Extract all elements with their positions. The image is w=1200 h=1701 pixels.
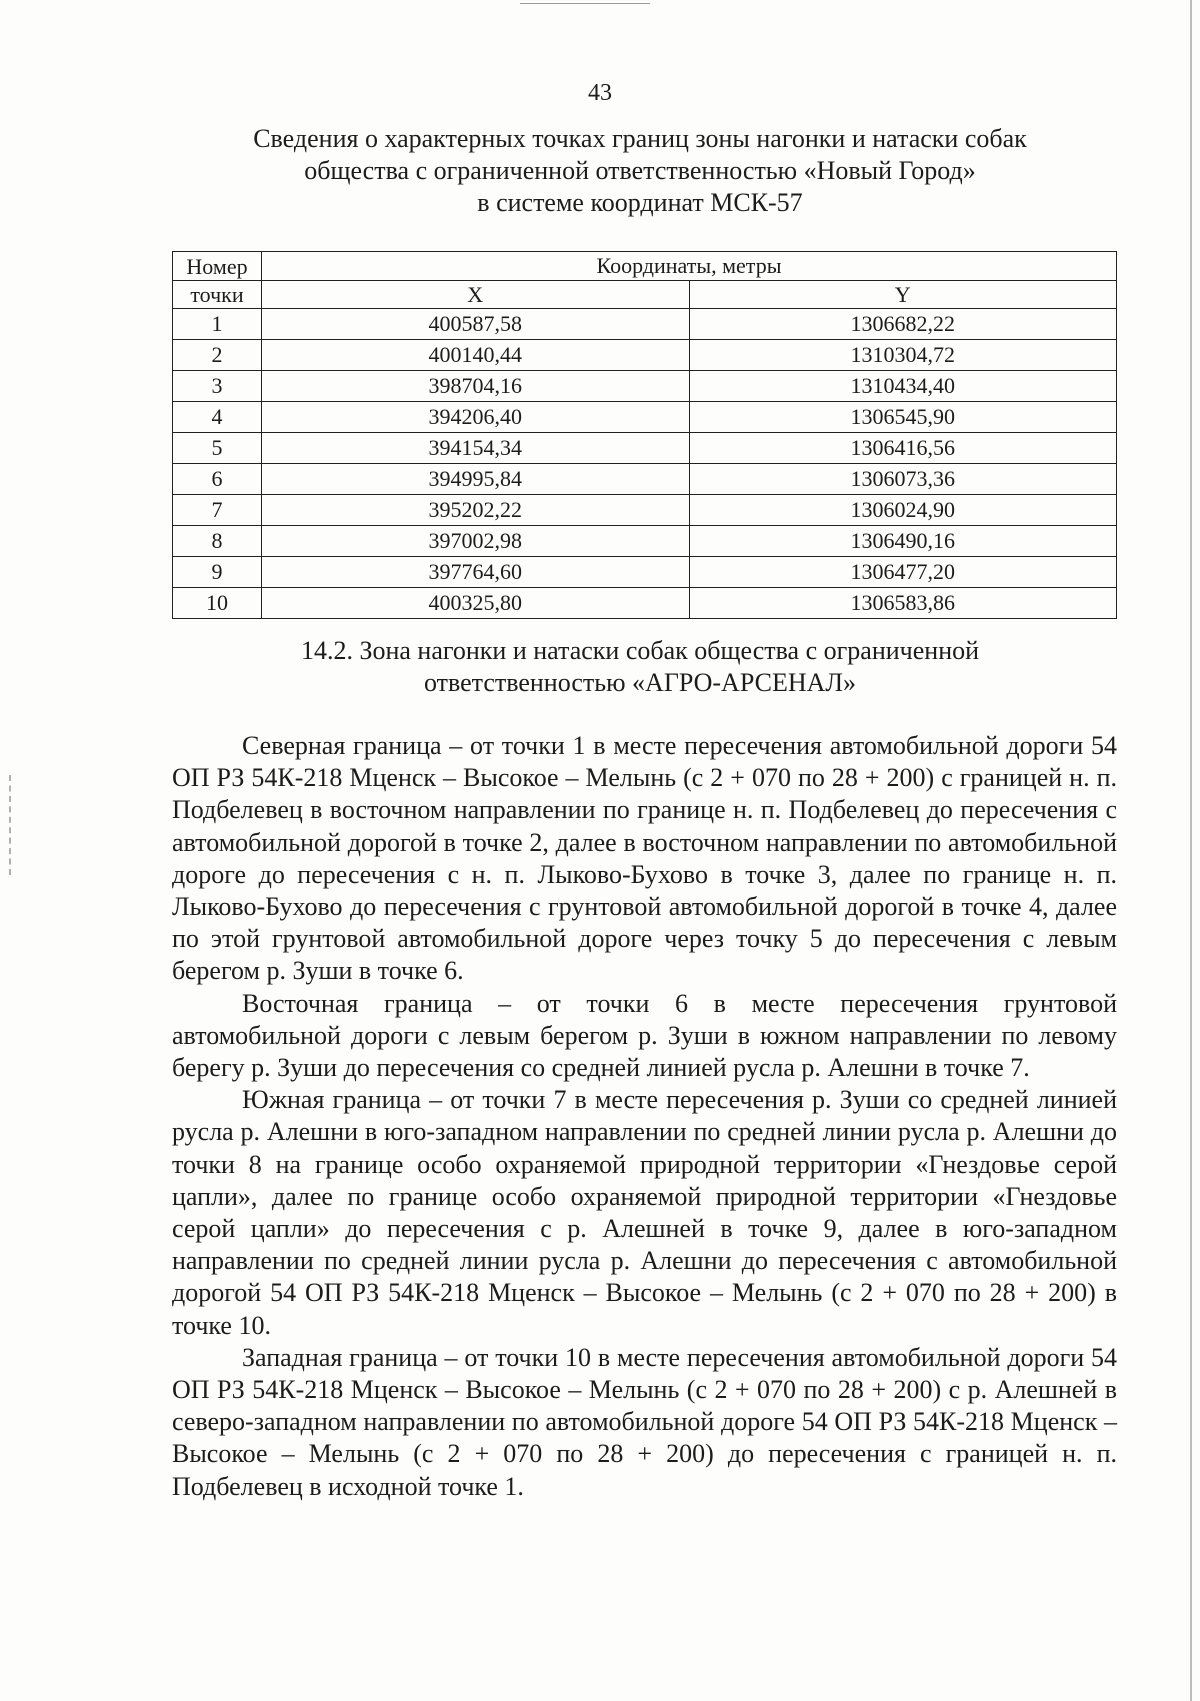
cell-y: 1310434,40 bbox=[689, 371, 1117, 402]
cell-point-number: 7 bbox=[173, 495, 262, 526]
cell-y: 1306682,22 bbox=[689, 309, 1117, 340]
cell-x: 400140,44 bbox=[262, 340, 690, 371]
table-row bbox=[173, 371, 1117, 402]
cell-y: 1306416,56 bbox=[689, 433, 1117, 464]
table-row bbox=[173, 402, 1117, 433]
paragraph-south-boundary: Южная граница – от точки 7 в месте пересечения р. Зуши со средней линией русла р. Алешни в юго-западном направлении по средней линии русла р. Алешни до точки 8 на границе особо охраняемой природной территории «Гнездовье серой цапли», далее по границе особо охраняемой природной территории «Гнездовье серой цапли» до пересечения с р. Алешней в точке 9, далее в юго-западном направлении по средней линии русла р. Алешни до пересечения с автомобильной дорогой 54 ОП РЗ 54К-218 Мценск – Высокое – Мелынь (с 2 + 070 по 28 + 200) в точке 10. bbox=[172, 1085, 1117, 1340]
table-row bbox=[173, 495, 1117, 526]
scan-artifact-line bbox=[520, 3, 650, 4]
header-coordinates: Координаты, метры bbox=[262, 252, 1117, 281]
table-row bbox=[173, 433, 1117, 464]
table-row bbox=[173, 340, 1117, 371]
section-heading bbox=[160, 635, 1120, 699]
table-subheader-row bbox=[173, 281, 1117, 309]
page-edge bbox=[1190, 0, 1192, 1701]
binding-marks bbox=[9, 775, 13, 875]
cell-y: 1306490,16 bbox=[689, 526, 1117, 557]
cell-point-number: 6 bbox=[173, 464, 262, 495]
header-y: Y bbox=[689, 281, 1117, 309]
table-row bbox=[173, 557, 1117, 588]
cell-x: 394995,84 bbox=[262, 464, 690, 495]
cell-y: 1306024,90 bbox=[689, 495, 1117, 526]
header-x: X bbox=[262, 281, 690, 309]
header-point-number: Номер bbox=[173, 252, 262, 281]
cell-x: 394154,34 bbox=[262, 433, 690, 464]
cell-point-number: 4 bbox=[173, 402, 262, 433]
section-heading-line: ответственностью «АГРО-АРСЕНАЛ» bbox=[423, 668, 857, 697]
cell-point-number: 1 bbox=[173, 309, 262, 340]
cell-y: 1306583,86 bbox=[689, 588, 1117, 619]
cell-x: 395202,22 bbox=[262, 495, 690, 526]
table-row bbox=[173, 464, 1117, 495]
title-line: общества с ограниченной ответственностью «Новый Город» bbox=[304, 156, 976, 185]
table-header-row bbox=[173, 252, 1117, 281]
cell-x: 400325,80 bbox=[262, 588, 690, 619]
cell-point-number: 9 bbox=[173, 557, 262, 588]
cell-point-number: 2 bbox=[173, 340, 262, 371]
cell-x: 397764,60 bbox=[262, 557, 690, 588]
cell-point-number: 5 bbox=[173, 433, 262, 464]
title-line: в системе координат МСК-57 bbox=[477, 188, 803, 217]
table-row bbox=[173, 526, 1117, 557]
cell-point-number: 8 bbox=[173, 526, 262, 557]
title-line: Сведения о характерных точках границ зоны нагонки и натаски собак bbox=[253, 124, 1027, 153]
cell-x: 398704,16 bbox=[262, 371, 690, 402]
header-point-number-2: точки bbox=[173, 281, 262, 309]
body-text bbox=[172, 730, 1117, 1503]
cell-y: 1306073,36 bbox=[689, 464, 1117, 495]
paragraph-west-boundary: Западная граница – от точки 10 в месте пересечения автомобильной дороги 54 ОП РЗ 54К-218 Мценск – Высокое – Мелынь (с 2 + 070 по 28 + 200) с р. Алешней в северо-западном направлении по автомобильной дороге 54 ОП РЗ 54К-218 Мценск – Высокое – Мелынь (с 2 + 070 по 28 + 200) до пересечения с границей н. п. Подбелевец в исходной точке 1. bbox=[172, 1342, 1117, 1501]
cell-x: 394206,40 bbox=[262, 402, 690, 433]
cell-x: 400587,58 bbox=[262, 309, 690, 340]
table-row bbox=[173, 309, 1117, 340]
section-heading-line: 14.2. Зона нагонки и натаски собак общества с ограниченной bbox=[300, 636, 980, 665]
cell-y: 1306545,90 bbox=[689, 402, 1117, 433]
table-row bbox=[173, 588, 1117, 619]
paragraph-east-boundary: Восточная граница – от точки 6 в месте пересечения грунтовой автомобильной дороги с левым берегом р. Зуши в южном направлении по левому берегу р. Зуши до пересечения со средней линией русла р. Алешни в точке 7. bbox=[172, 988, 1117, 1083]
cell-point-number: 3 bbox=[173, 371, 262, 402]
cell-point-number: 10 bbox=[173, 588, 262, 619]
page-number: 43 bbox=[588, 80, 612, 106]
cell-y: 1310304,72 bbox=[689, 340, 1117, 371]
cell-y: 1306477,20 bbox=[689, 557, 1117, 588]
cell-x: 397002,98 bbox=[262, 526, 690, 557]
coordinates-table bbox=[172, 251, 1117, 619]
paragraph-north-boundary: Северная граница – от точки 1 в месте пересечения автомобильной дороги 54 ОП РЗ 54К-218 Мценск – Высокое – Мелынь (с 2 + 070 по 28 + 200) с границей н. п. Подбелевец в восточном направлении по границе н. п. Подбелевец до пересечения с автомобильной дорогой в точке 2, далее в восточном направлении по автомобильной дороге до пересечения с н. п. Лыково-Бухово в точке 3, далее по границе н. п. Лыково-Бухово до пересечения с грунтовой автомобильной дорогой в точке 4, далее по этой грунтовой автомобильной дороге через точку 5 до пересечения с левым берегом р. Зуши в точке 6. bbox=[172, 731, 1117, 986]
document-title bbox=[160, 123, 1120, 219]
